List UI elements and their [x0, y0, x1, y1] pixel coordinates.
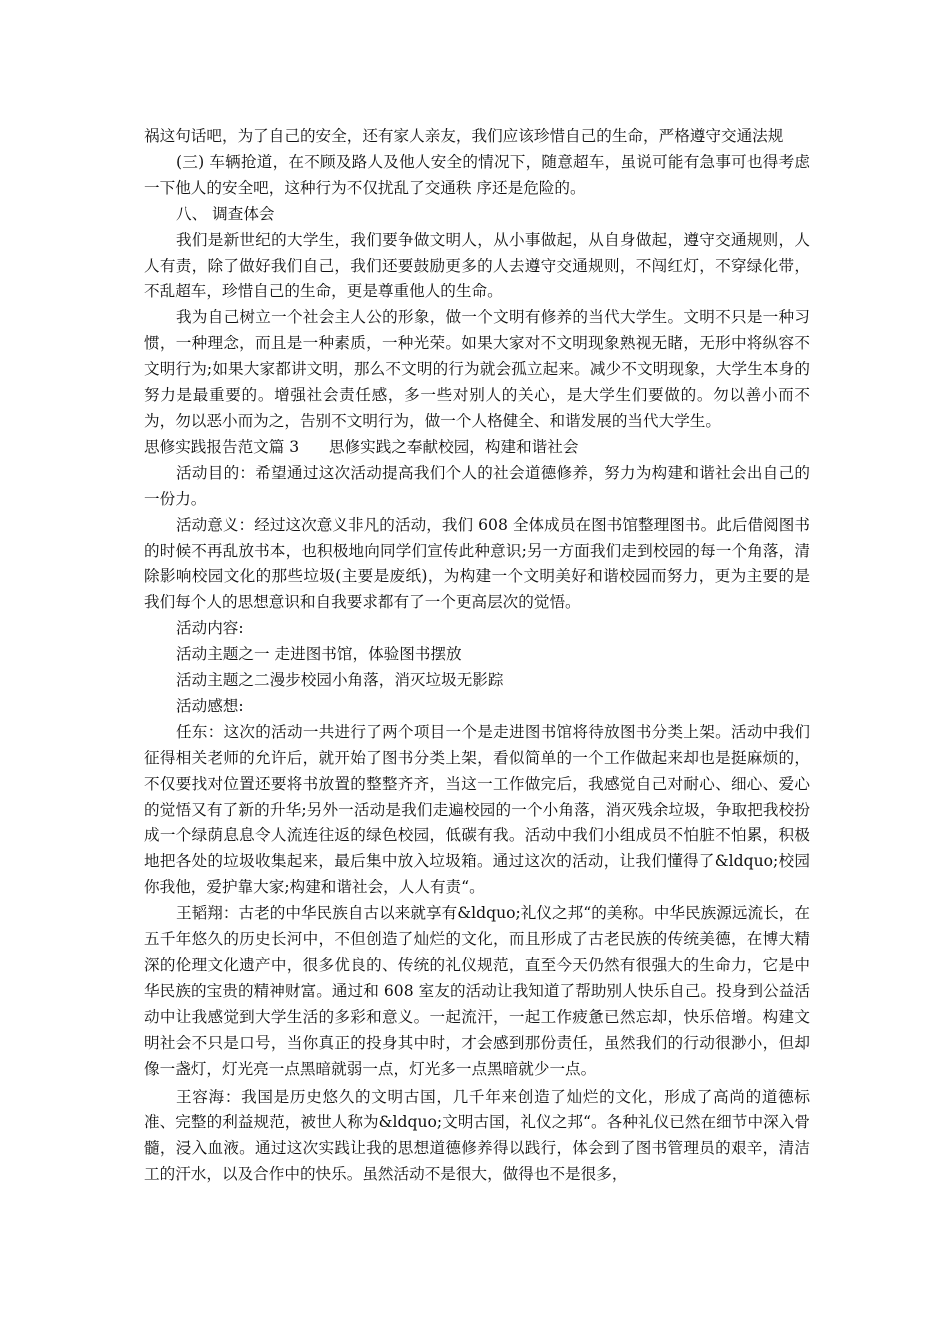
paragraph-social-role: 我为自己树立一个社会主人公的形象，做一个文明有修养的当代大学生。文明不只是一种习惯，一种理念，而且是一种素质，一种光荣。如果大家对不文明现象熟视无睹，无形中将纵容不文明行为;如果大家都讲文明，那么不文明的行为就会孤立起来。减少不文明现象，大学生本身的努力是最重要的。增强社会责任感，多一些对别人的关心，是大学生们要做的。勿以善小而不为，勿以恶小而为之，告别不文明行为，做一个人格健全、和谐发展的当代大学生。	[144, 308, 810, 430]
paragraph-activity-theme-one: 活动主题之一 走进图书馆，体验图书摆放	[176, 645, 462, 664]
paragraph-activity-content-label: 活动内容:	[176, 619, 244, 638]
paragraph-activity-significance: 活动意义：经过这次意义非凡的活动，我们 608 全体成员在图书馆整理图书。此后借阅图书的时候不再乱放书本，也积极地向同学们宣传此种意识;另一方面我们走到校园的每一个角落，清除影响校园文化的那些垃圾(主要是废纸)，为构建一个文明美好和谐校园而努力，更为主要的是我们每个人的思想意识和自我要求都有了一个更高层次的觉悟。	[144, 515, 810, 612]
paragraph-activity-reflection-label: 活动感想:	[176, 696, 244, 715]
paragraph-reflection-ren-dong: 任东：这次的活动一共进行了两个项目一个是走进图书馆将待放图书分类上架。活动中我们征得相关老师的允许后，就开始了图书分类上架，看似简单的一个工作做起来却也是挺麻烦的，不仅要找对位置还要将书放置的整整齐齐，当这一工作做完后，我感觉自己对耐心、细心、爱心的觉悟又有了新的升华;另外一活动是我们走遍校园的一个小角落，消灭残余垃圾，争取把我校扮成一个绿荫息息令人流连往返的绿色校园，低碳有我。活动中我们小组成员不怕脏不怕累，积极地把各处的垃圾收集起来，最后集中放入垃圾箱。通过这次的活动，让我们懂得了&ldquo;校园你我他，爱护靠大家;构建和谐社会，人人有责“。	[144, 722, 810, 897]
paragraph-activity-purpose: 活动目的：希望通过这次活动提高我们个人的社会道德修养，努力为构建和谐社会出自己的一份力。	[144, 463, 810, 508]
paragraph-traffic-law-conclusion: 祸这句话吧，为了自己的安全，还有家人亲友，我们应该珍惜自己的生命，严格遵守交通法规	[144, 127, 784, 145]
paragraph-reflection-wang-ronghai: 王容海：我国是历史悠久的文明古国，几千年来创造了灿烂的文化，形成了高尚的道德标准、完整的利益规范，被世人称为&ldquo;文明古国，礼仪之邦“。各种礼仪已然在细节中深入骨髓，浸入血液。通过这次实践让我的思想道德修养得以践行，体会到了图书管理员的艰辛，清洁工的汗水，以及合作中的快乐。虽然活动不是很大，做得也不是很多，	[144, 1087, 810, 1184]
document-page	[144, 124, 810, 1188]
paragraph-vehicle-overtaking: (三) 车辆抢道，在不顾及路人及他人安全的情况下，随意超车，虽说可能有急事可也得考虑一下他人的安全吧，这种行为不仅扰乱了交通秩 序还是危险的。	[144, 152, 810, 197]
paragraph-activity-theme-two: 活动主题之二漫步校园小角落，消灭垃圾无影踪	[176, 671, 504, 690]
article-title-line: 思修实践报告范文篇 3 思修实践之奉献校园，构建和谐社会	[144, 437, 579, 456]
section-heading-survey-experience: 八、 调查体会	[176, 204, 275, 223]
paragraph-civilized-students: 我们是新世纪的大学生，我们要争做文明人，从小事做起，从自身做起，遵守交通规则，人人有责，除了做好我们自己，我们还要鼓励更多的人去遵守交通规则，不闯红灯，不穿绿化带，不乱超车，珍惜自己的生命，更是尊重他人的生命。	[144, 230, 810, 301]
paragraph-reflection-wang-taoxiang: 王韬翔：古老的中华民族自古以来就享有&ldquo;礼仪之邦“的美称。中华民族源远流长，在五千年悠久的历史长河中，不但创造了灿烂的文化，而且形成了古老民族的传统美德，在博大精深的伦理文化遗产中，很多优良的、传统的礼仪规范，直至今天仍然有很强大的生命力，它是中华民族的宝贵的精神财富。通过和 608 室友的活动让我知道了帮助别人快乐自己。投身到公益活动中让我感觉到大学生活的多彩和意义。一起流汗，一起工作疲惫已然忘却，快乐倍增。构建文明社会不只是口号，当你真正的投身其中时，才会感到那份责任，虽然我们的行动很渺小，但却像一盏灯，灯光亮一点黑暗就弱一点，灯光多一点黑暗就少一点。	[144, 904, 810, 1078]
